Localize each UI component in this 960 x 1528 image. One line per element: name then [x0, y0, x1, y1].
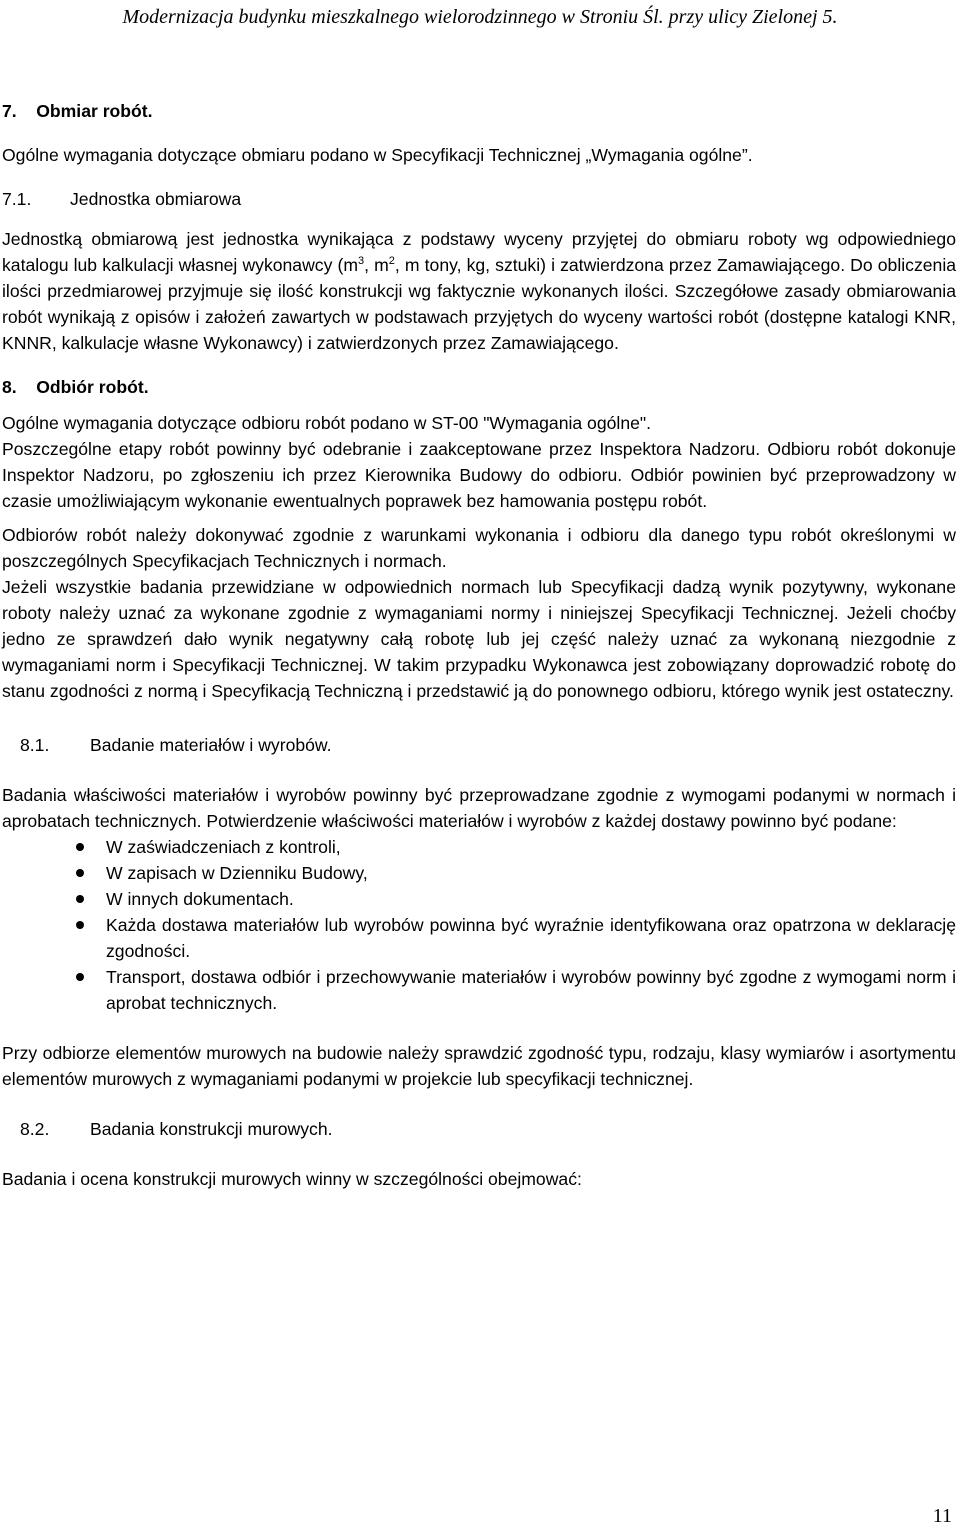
list-item: Transport, dostawa odbiór i przechowywanie materiałów i wyrobów powinny być zgodne z wymogami norm i aprobat technicznych. — [106, 964, 956, 1016]
section-7-1-paragraph: Jednostką obmiarową jest jednostka wynikająca z podstawy wyceny przyjętej do obmiaru roboty wg odpowiedniego katalogu lub kalkulacji własnej wykonawcy ($m^3$, $m^2$, m tony, kg, sztuki) i zatwierdzona przez Zamawiającego. Do obliczenia ilości przedmiarowej przyjmuje się ilość konstrukcji wg faktycznie wykonanych ilości. Szczegółowe zasady obmiarowania robót wynikają z opisów i założeń zawartych w podstawach przyjętych do wyceny wartości robót (dostępne katalogi KNR, KNNR, kalkulacje własne Wykonawcy) i zatwierdzonych przez Zamawiającego. — [2, 229, 957, 353]
section-8-paragraph-2: Poszczególne etapy robót powinny być odebranie i zaakceptowane przez Inspektora Nadzoru. Odbioru robót dokonuje Inspektor Nadzoru, po zgłoszeniu ich przez Kierownika Budowy do odbioru. Odbiór powinien być przeprowadzony w czasie umożliwiającym wykonanie ewentualnych poprawek bez hamowania postępu robót. — [2, 439, 956, 511]
subsection-7-1-heading — [2, 186, 956, 212]
list-item: W zapisach w Dzienniku Budowy, — [106, 860, 956, 886]
section-8-paragraph-3: Odbiorów robót należy dokonywać zgodnie z warunkami wykonania i odbioru dla danego typu robót określonymi w poszczególnych Specyfikacjach Technicznych i normach. — [2, 525, 956, 571]
list-item: Każda dostawa materiałów lub wyrobów powinna być wyraźnie identyfikowana oraz opatrzona w deklarację zgodności. — [106, 912, 956, 964]
subsection-title: Jednostka obmiarowa — [70, 189, 242, 209]
section-8-heading: 8. Odbiór robót. — [2, 377, 149, 397]
subsection-number: 8.1. — [20, 735, 50, 755]
section-7-intro: Ogólne wymagania dotyczące obmiaru podano w Specyfikacji Technicznej „Wymagania ogólne”. — [2, 145, 753, 165]
page-number: 11 — [932, 1505, 952, 1527]
superscript-2: 2 — [388, 255, 395, 267]
subsection-title: Badania konstrukcji murowych. — [90, 1119, 333, 1139]
superscript-3: 3 — [358, 255, 365, 267]
list-item: W zaświadczeniach z kontroli, — [106, 834, 956, 860]
section-8-paragraph-4: Jeżeli wszystkie badania przewidziane w odpowiednich normach lub Specyfikacji dadzą wynik pozytywny, wykonane roboty należy uznać za wykonane zgodnie z wymaganiami normy i niniejszej Specyfikacji Technicznej. Jeżeli choćby jedno ze sprawdzeń dało wynik negatywny całą robotę lub jej część należy uznać za wykonaną niezgodnie z wymaganiami norm i Specyfikacji Technicznej. W takim przypadku Wykonawca jest zobowiązany doprowadzić robotę do stanu zgodności z normą i Specyfikacją Techniczną i przedstawić ją do ponownego odbioru, którego wynik jest ostateczny. — [2, 577, 956, 701]
list-item: W innych dokumentach. — [106, 886, 956, 912]
section-8-paragraph-1: Ogólne wymagania dotyczące odbioru robót podano w ST-00 "Wymagania ogólne". — [2, 413, 652, 433]
subsection-number: 8.2. — [20, 1119, 50, 1139]
section-8-1-paragraph: Badania właściwości materiałów i wyrobów powinny być przeprowadzane zgodnie z wymogami podanymi w normach i aprobatach technicznych. Potwierdzenie właściwości materiałów i wyrobów z każdej dostawy powinno być podane: — [2, 785, 956, 831]
section-7-heading: 7. Obmiar robót. — [2, 101, 153, 121]
section-8-2-paragraph: Badania i ocena konstrukcji murowych winny w szczególności obejmować: — [2, 1169, 582, 1189]
subsection-8-1-heading — [2, 732, 956, 758]
running-header: Modernizacja budynku mieszkalnego wielorodzinnego w Stroniu Śl. przy ulicy Zielonej 5. — [122, 6, 838, 28]
page-content — [2, 98, 956, 1192]
subsection-number: 7.1. — [2, 189, 32, 209]
bullet-list — [2, 834, 956, 1016]
subsection-title: Badanie materiałów i wyrobów. — [90, 735, 332, 755]
section-8-1-paragraph-2: Przy odbiorze elementów murowych na budowie należy sprawdzić zgodność typu, rodzaju, klasy wymiarów i asortymentu elementów murowych z wymaganiami podanymi w projekcie lub specyfikacji technicznej. — [2, 1043, 956, 1089]
subsection-8-2-heading — [2, 1116, 956, 1142]
